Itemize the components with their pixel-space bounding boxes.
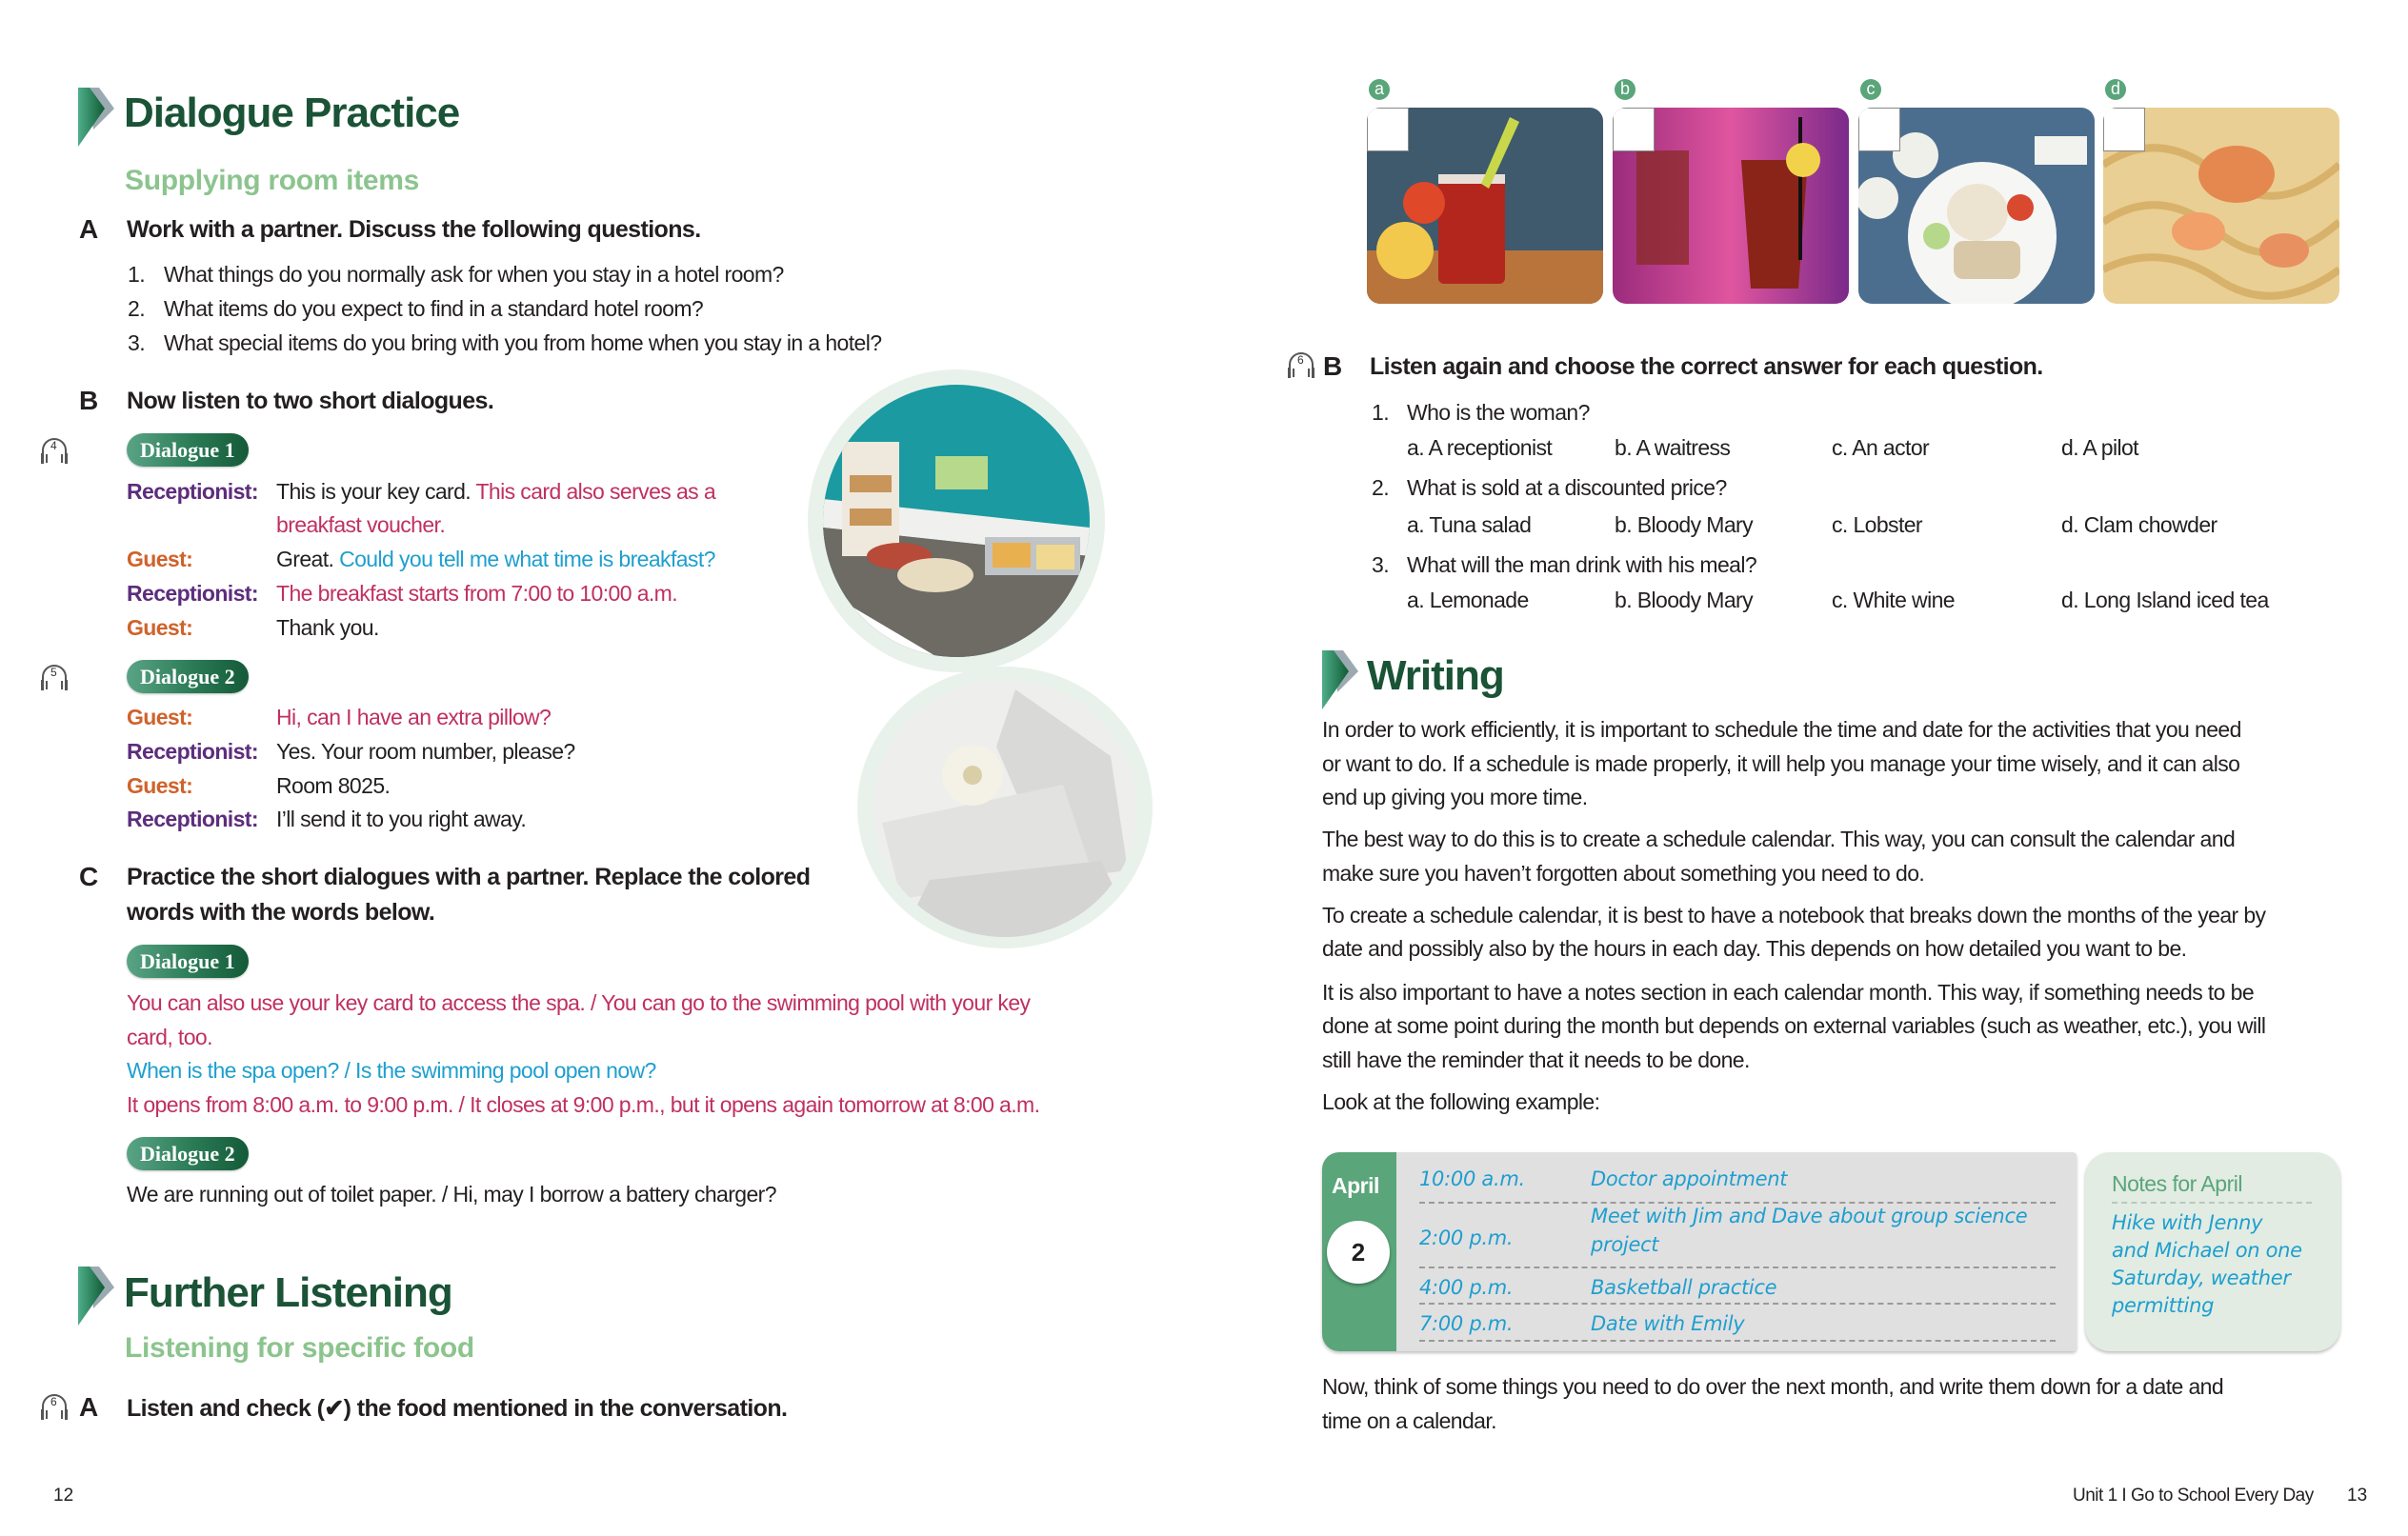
question-number: 3.	[128, 330, 145, 355]
checkbox[interactable]	[1613, 108, 1655, 151]
part-instruction: Now listen to two short dialogues.	[127, 388, 494, 414]
divider	[1419, 1267, 2056, 1268]
question-number: 2.	[1372, 475, 1389, 500]
section-title: Writing	[1367, 652, 1504, 699]
audio-track-button[interactable]	[1285, 349, 1317, 381]
audio-track-button[interactable]	[38, 1390, 70, 1423]
page-footer-unit: Unit 1 I Go to School Every Day	[2073, 1486, 2314, 1506]
speaker-label: Guest:	[127, 615, 193, 640]
answer-option[interactable]: a. A receptionist	[1407, 435, 1553, 460]
dialogue-line: Thank you.	[276, 615, 379, 640]
question-number: 1.	[128, 262, 145, 287]
entry-time: 2:00 p.m.	[1419, 1227, 1514, 1249]
pillows-image	[873, 680, 1137, 937]
track-number: 4	[50, 439, 57, 452]
answer-option[interactable]: d. Clam chowder	[2061, 512, 2217, 537]
answer-option[interactable]: d. A pilot	[2061, 435, 2138, 460]
notes-title: Notes for April	[2112, 1171, 2242, 1196]
notes-line: Saturday, weather	[2112, 1267, 2291, 1289]
question-text: What special items do you bring with you from home when you stay in a hotel?	[164, 330, 882, 355]
part-letter: A	[79, 214, 99, 244]
section-title: Further Listening	[124, 1269, 452, 1316]
divider	[1419, 1340, 2056, 1342]
checkbox[interactable]	[2103, 108, 2145, 151]
answer-option[interactable]: a. Tuna salad	[1407, 512, 1532, 537]
answer-option[interactable]: c. White wine	[1832, 588, 1955, 612]
line-highlight: This card also serves as a	[475, 479, 716, 504]
pillow-photo-frame	[857, 667, 1153, 948]
line-text: Great.	[276, 547, 340, 571]
divider	[2112, 1202, 2312, 1204]
paragraph-line: or want to do. If a schedule is made properly, it will help you manage your time wisely, and it can also	[1322, 751, 2240, 776]
section-chevron-icon	[1322, 650, 1360, 709]
paragraph-line: make sure you haven’t forgotten about something you need to do.	[1322, 861, 1925, 886]
line-text: This is your key card.	[276, 479, 476, 504]
speaker-label: Guest:	[127, 705, 193, 729]
paragraph-line: To create a schedule calendar, it is best to have a notebook that breaks down the months of the year by	[1322, 903, 2266, 928]
speaker-label: Guest:	[127, 547, 193, 571]
audio-track-button[interactable]	[38, 661, 70, 693]
dialogue-line: Yes. Your room number, please?	[276, 739, 575, 764]
question-text: Who is the woman?	[1407, 400, 1590, 425]
calendar-month: April	[1332, 1173, 1379, 1198]
answer-option[interactable]: b. Bloody Mary	[1615, 512, 1753, 537]
dialogue-1-badge: Dialogue 1	[127, 433, 249, 467]
question-text: What things do you normally ask for when you stay in a hotel room?	[164, 262, 784, 287]
speaker-label: Receptionist:	[127, 807, 258, 831]
replacement-line: When is the spa open? / Is the swimming pool open now?	[127, 1058, 656, 1083]
dialogue-line: The breakfast starts from 7:00 to 10:00 a.m.	[276, 581, 678, 606]
paragraph-line: Now, think of some things you need to do over the next month, and write them down for a date and	[1322, 1374, 2224, 1399]
entry-time: 7:00 p.m.	[1419, 1312, 1514, 1335]
replacement-line: We are running out of toilet paper. / Hi, may I borrow a battery charger?	[127, 1182, 776, 1207]
entry-event: Doctor appointment	[1591, 1167, 1788, 1190]
breakfast-photo-frame	[808, 369, 1105, 672]
entry-time: 10:00 a.m.	[1419, 1167, 1525, 1190]
section-subtitle: Listening for specific food	[125, 1332, 474, 1364]
section-subtitle: Supplying room items	[125, 165, 420, 196]
entry-time: 4:00 p.m.	[1419, 1276, 1514, 1299]
line-highlight: Could you tell me what time is breakfast?	[339, 547, 715, 571]
section-chevron-icon	[78, 88, 116, 147]
notes-line: and Michael on one	[2112, 1239, 2302, 1262]
section-chevron-icon	[78, 1267, 116, 1326]
checkbox[interactable]	[1858, 108, 1900, 151]
dialogue-line: breakfast voucher.	[276, 512, 446, 537]
speaker-label: Receptionist:	[127, 581, 258, 606]
dialogue-line: Room 8025.	[276, 773, 391, 798]
paragraph-line: Look at the following example:	[1322, 1089, 1600, 1114]
calendar-day-card	[1322, 1152, 2077, 1351]
paragraph-line: end up giving you more time.	[1322, 785, 1588, 809]
notes-line: permitting	[2112, 1294, 2215, 1317]
speaker-label: Guest:	[127, 773, 193, 798]
question-number: 1.	[1372, 400, 1389, 425]
breakfast-buffet-image	[823, 385, 1090, 657]
option-label: c	[1860, 79, 1881, 100]
part-instruction: Listen and check (✔) the food mentioned in the conversation.	[127, 1395, 788, 1422]
checkbox[interactable]	[1367, 108, 1409, 151]
track-number: 6	[50, 1395, 57, 1408]
track-number: 6	[1297, 353, 1304, 367]
calendar-notes-card	[2085, 1152, 2340, 1351]
page-number: 13	[2347, 1486, 2368, 1506]
part-letter: B	[1323, 351, 1343, 381]
part-letter: B	[79, 386, 99, 415]
question-text: What items do you expect to find in a standard hotel room?	[164, 296, 704, 321]
food-option-b	[1613, 108, 1849, 304]
dialogue-1-badge: Dialogue 1	[127, 945, 249, 978]
paragraph-line: still have the reminder that it needs to be done.	[1322, 1047, 1750, 1072]
paragraph-line: In order to work efficiently, it is important to schedule the time and date for the activities that you need	[1322, 717, 2241, 742]
dialogue-2-badge: Dialogue 2	[127, 660, 249, 693]
divider	[1419, 1303, 2056, 1305]
part-instruction: words with the words below.	[127, 899, 435, 926]
question-number: 2.	[128, 296, 145, 321]
dialogue-line: Hi, can I have an extra pillow?	[276, 705, 552, 729]
dialogue-line	[276, 481, 715, 503]
notes-line: Hike with Jenny	[2112, 1211, 2263, 1234]
question-text: What is sold at a discounted price?	[1407, 475, 1727, 500]
part-instruction: Practice the short dialogues with a partner. Replace the colored	[127, 864, 811, 890]
page-number: 12	[53, 1486, 74, 1506]
entry-event: project	[1591, 1233, 1659, 1256]
paragraph-line: done at some point during the month but depends on external variables (such as weather, etc.), you will	[1322, 1013, 2266, 1038]
paragraph-line: date and possibly also by the hours in each day. This depends on how detailed you want to be.	[1322, 936, 2187, 961]
speaker-label: Receptionist:	[127, 479, 258, 504]
entry-event: Date with Emily	[1591, 1312, 1745, 1335]
dialogue-2-badge: Dialogue 2	[127, 1137, 249, 1170]
question-number: 3.	[1372, 552, 1389, 577]
replacement-line: It opens from 8:00 a.m. to 9:00 p.m. / It closes at 9:00 p.m., but it opens again tomorrow at 8:00 a.m.	[127, 1092, 1040, 1117]
part-instruction: Listen again and choose the correct answer for each question.	[1370, 353, 2043, 380]
paragraph-line: time on a calendar.	[1322, 1408, 1496, 1433]
answer-option[interactable]: b. A waitress	[1615, 435, 1731, 460]
track-number: 5	[50, 666, 57, 679]
paragraph-line: The best way to do this is to create a schedule calendar. This way, you can consult the calendar and	[1322, 827, 2236, 851]
replacement-line: You can also use your key card to access the spa. / You can go to the swimming pool with your key	[127, 990, 1031, 1015]
entry-event: Meet with Jim and Dave about group science	[1591, 1205, 2028, 1227]
section-title: Dialogue Practice	[124, 90, 460, 136]
answer-option[interactable]: c. An actor	[1832, 435, 1930, 460]
food-option-c	[1858, 108, 2095, 304]
option-label: b	[1615, 79, 1635, 100]
dialogue-line	[276, 549, 715, 570]
answer-option[interactable]: b. Bloody Mary	[1615, 588, 1753, 612]
entry-event: Basketball practice	[1591, 1276, 1777, 1299]
paragraph-line: It is also important to have a notes section in each calendar month. This way, if something needs to be	[1322, 980, 2255, 1005]
answer-option[interactable]: c. Lobster	[1832, 512, 1922, 537]
part-letter: A	[79, 1392, 99, 1422]
food-option-d	[2103, 108, 2339, 304]
answer-option[interactable]: d. Long Island iced tea	[2061, 588, 2269, 612]
replacement-line: card, too.	[127, 1025, 212, 1049]
option-label: a	[1369, 79, 1390, 100]
dialogue-line: I’ll send it to you right away.	[276, 807, 527, 831]
divider	[1419, 1202, 2056, 1204]
audio-track-button[interactable]	[38, 434, 70, 467]
calendar-day-number: 2	[1327, 1221, 1390, 1284]
speaker-label: Receptionist:	[127, 739, 258, 764]
option-label: d	[2105, 79, 2126, 100]
part-instruction: Work with a partner. Discuss the following questions.	[127, 216, 701, 243]
question-text: What will the man drink with his meal?	[1407, 552, 1757, 577]
answer-option[interactable]: a. Lemonade	[1407, 588, 1529, 612]
part-letter: C	[79, 862, 99, 891]
food-option-a	[1367, 108, 1603, 304]
